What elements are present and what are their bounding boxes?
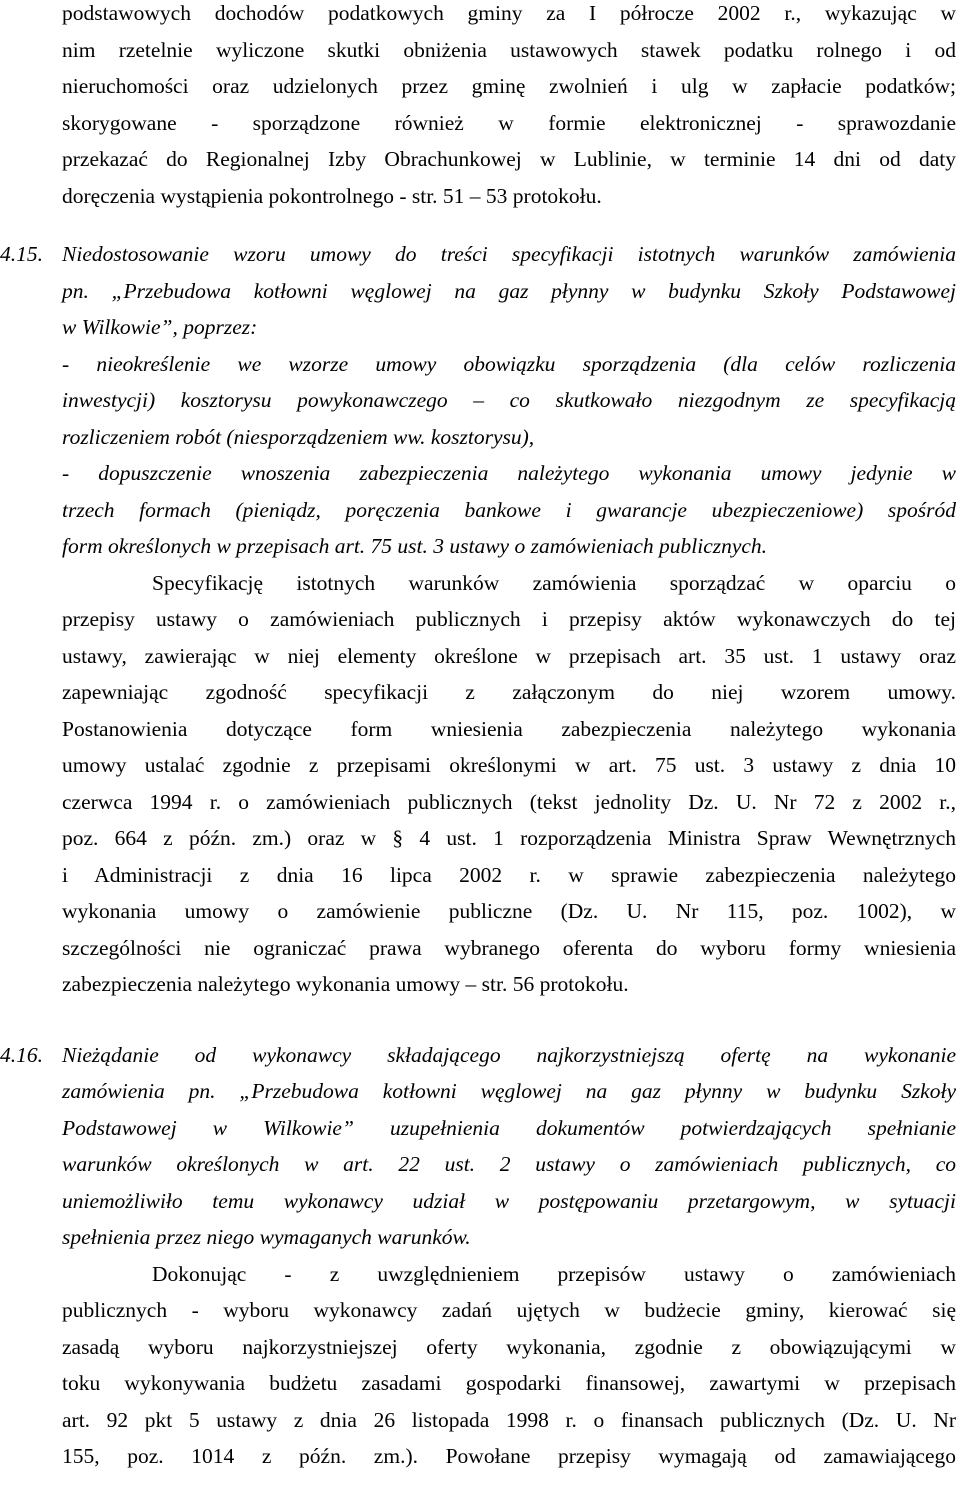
recommendation-paragraph [62,1256,956,1475]
text-line: ustawy, zawierając w niej elementy określone w przepisach art. 35 ust. 1 ustawy oraz [62,643,956,668]
text-line: - dopuszczenie wnoszenia zabezpieczenia należytego wykonania umowy jedynie w [62,461,956,485]
text-line: umowy ustalać zgodnie z przepisami określonymi w art. 75 ust. 3 ustawy z dnia 10 [62,753,956,777]
text-line: zamówienia pn. „Przebudowa kotłowni węglowej na gaz płynny w budynku Szkoły [62,1079,956,1103]
text-line: Specyfikację istotnych warunków zamówienia sporządzać w oparciu o [152,570,956,595]
intro-paragraph [62,0,956,214]
text-line: nim rzetelnie wyliczone skutki obniżenia ustawowych stawek podatku rolnego i od [62,37,956,62]
text-line: Podstawowej w Wilkowie” uzupełnienia dokumentów potwierdzających spełnianie [62,1115,956,1140]
section-4-15 [0,236,956,1003]
text-line: inwestycji) kosztorysu powykonawczego – co skutkowało niezgodnym ze specyfikacją [62,388,956,412]
text-line [0,236,956,273]
section-number: 4.16. [0,1042,43,1067]
text-line: czerwca 1994 r. o zamówieniach publicznych (tekst jednolity Dz. U. Nr 72 z 2002 r., [62,789,956,814]
text-line: 155, poz. 1014 z późn. zm.). Powołane przepisy wymagają od zamawiającego [62,1444,956,1468]
text-line: - nieokreślenie we wzorze umowy obowiązku sporządzenia (dla celów rozliczenia [62,351,956,376]
text-line: podstawowych dochodów podatkowych gminy za I półrocze 2002 r., wykazując w [62,1,956,25]
text-line: zapewniając zgodność specyfikacji z załączonym do niej wzorem umowy. [62,680,956,704]
section-heading [0,236,956,346]
text-line: pn. „Przebudowa kotłowni węglowej na gaz płynny w budynku Szkoły Podstawowej [62,278,956,303]
section-number: 4.15. [0,242,43,266]
text-line: Postanowienia dotyczące form wniesienia zabezpieczenia należytego wykonania [62,716,956,741]
text-line: i Administracji z dnia 16 lipca 2002 r. w sprawie zabezpieczenia należytego [62,862,956,887]
text-line: doręczenia wystąpienia pokontrolnego - str. 51 – 53 protokołu. [62,183,602,208]
finding-item-2 [62,455,956,565]
text-line: przepisy ustawy o zamówieniach publicznych i przepisy aktów wykonawczych do tej [62,607,956,631]
heading-text: Nieżądanie od wykonawcy składającego najkorzystniejszą ofertę na wykonanie [62,1042,956,1067]
text-line: szczególności nie ograniczać prawa wybranego oferenta do wyboru formy wniesienia [62,935,956,960]
text-line: wykonania umowy o zamówienie publiczne (Dz. U. Nr 115, poz. 1002), w [62,899,956,923]
recommendation-paragraph [62,565,956,1003]
text-line: warunków określonych w art. 22 ust. 2 ustawy o zamówieniach publicznych, co [62,1152,956,1176]
section-heading [0,1037,956,1256]
text-line [0,1037,956,1074]
text-line: form określonych w przepisach art. 75 ust. 3 ustawy o zamówieniach publicznych. [62,534,768,558]
text-line: skorygowane - sporządzone również w formie elektronicznej - sprawozdanie [62,110,956,135]
text-line: nieruchomości oraz udzielonych przez gminę zwolnień i ulg w zapłacie podatków; [62,74,956,98]
text-line: rozliczeniem robót (niesporządzeniem ww. kosztorysu), [62,424,535,449]
text-line: zabezpieczenia należytego wykonania umowy – str. 56 protokołu. [62,972,629,996]
finding-item-1 [62,346,956,456]
text-line: trzech formach (pieniądz, poręczenia bankowe i gwarancje ubezpieczeniowe) spośród [62,497,956,522]
section-4-16 [0,1037,956,1475]
text-line: uniemożliwiło temu wykonawcy udział w postępowaniu przetargowym, w sytuacji [62,1188,956,1213]
text-line: poz. 664 z późn. zm.) oraz w § 4 ust. 1 rozporządzenia Ministra Spraw Wewnętrznych [62,826,956,850]
text-line: w Wilkowie”, poprzez: [62,315,258,339]
text-line: toku wykonywania budżetu zasadami gospodarki finansowej, zawartymi w przepisach [62,1371,956,1395]
text-line: publicznych - wyboru wykonawcy zadań ujętych w budżecie gminy, kierować się [62,1298,956,1322]
text-line: przekazać do Regionalnej Izby Obrachunkowej w Lublinie, w terminie 14 dni od daty [62,147,956,171]
text-line: Dokonując - z uwzględnieniem przepisów ustawy o zamówieniach [152,1261,956,1286]
text-line: spełnienia przez niego wymaganych warunków. [62,1225,471,1249]
heading-text: Niedostosowanie wzoru umowy do treści specyfikacji istotnych warunków zamówienia [62,242,956,266]
text-line: zasadą wyboru najkorzystniejszej oferty wykonania, zgodnie z obowiązującymi w [62,1334,956,1359]
text-line: art. 92 pkt 5 ustawy z dnia 26 listopada 1998 r. o finansach publicznych (Dz. U. Nr [62,1407,956,1432]
